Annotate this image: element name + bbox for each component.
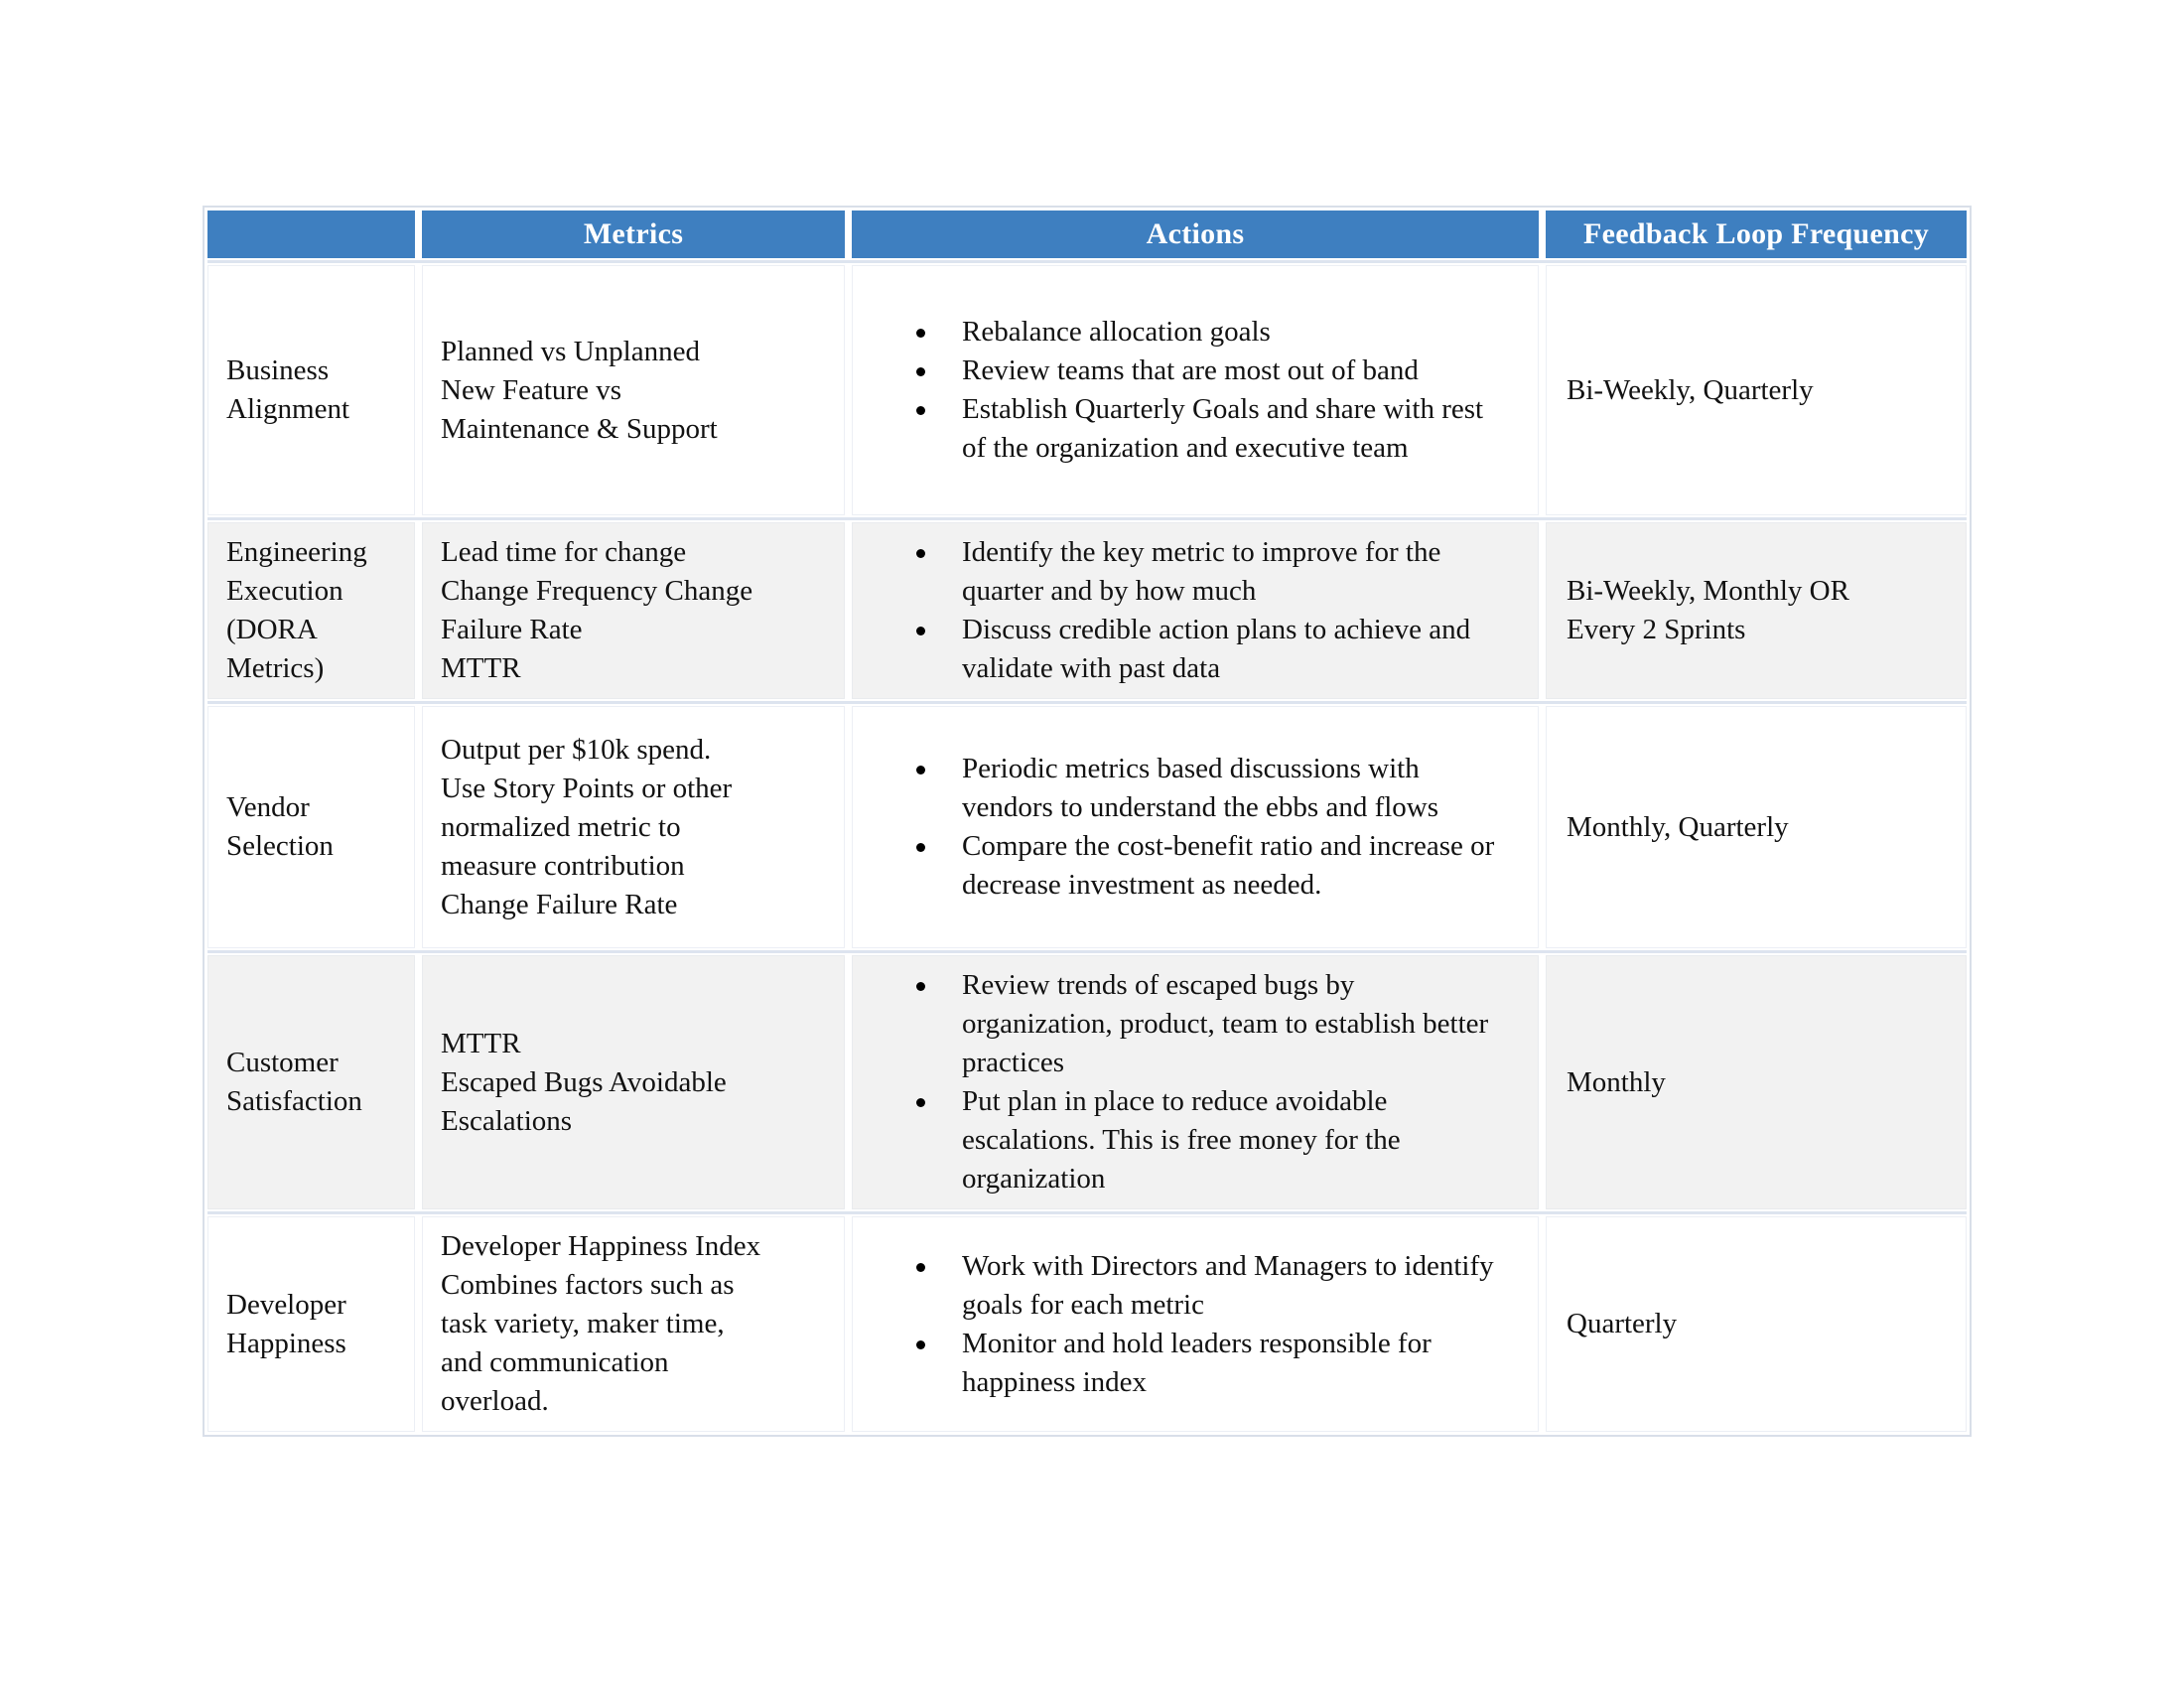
actions-list bbox=[871, 966, 1498, 1198]
header-cell-category bbox=[207, 211, 415, 258]
row-divider bbox=[207, 1209, 1967, 1216]
header-cell-metrics: Metrics bbox=[422, 211, 845, 258]
action-item: Review teams that are most out of band bbox=[871, 352, 1498, 390]
metrics-line: New Feature vs bbox=[441, 373, 622, 406]
frequency-cell bbox=[1546, 706, 1967, 948]
metrics-line: Maintenance & Support bbox=[441, 412, 718, 445]
metrics-line: measure contribution bbox=[441, 849, 685, 882]
actions-cell bbox=[852, 522, 1539, 699]
table-row-developer-happiness bbox=[207, 1216, 1967, 1432]
frequency-line: Monthly bbox=[1567, 1065, 1666, 1098]
category-cell: Customer Satisfaction bbox=[207, 955, 415, 1209]
metrics-cell bbox=[422, 522, 845, 699]
metrics-line: Change Failure Rate bbox=[441, 888, 678, 920]
metrics-line: Developer Happiness Index bbox=[441, 1230, 761, 1262]
action-item: Rebalance allocation goals bbox=[871, 313, 1498, 352]
actions-list bbox=[871, 533, 1498, 688]
row-divider bbox=[207, 948, 1967, 955]
row-divider bbox=[207, 699, 1967, 706]
action-item: Put plan in place to reduce avoidable escalations. This is free money for the organization bbox=[871, 1082, 1498, 1198]
actions-list bbox=[871, 1247, 1498, 1402]
metrics-cell bbox=[422, 706, 845, 948]
action-item: Identify the key metric to improve for the quarter and by how much bbox=[871, 533, 1498, 611]
header-cell-actions: Actions bbox=[852, 211, 1539, 258]
actions-cell bbox=[852, 265, 1539, 515]
action-item: Periodic metrics based discussions with vendors to understand the ebbs and flows bbox=[871, 750, 1498, 827]
actions-list bbox=[871, 313, 1498, 468]
metrics-line: Output per $10k spend. bbox=[441, 733, 712, 766]
row-divider bbox=[207, 258, 1967, 265]
metrics-line: Combines factors such as bbox=[441, 1269, 735, 1301]
action-item: Discuss credible action plans to achieve and validate with past data bbox=[871, 611, 1498, 688]
actions-list bbox=[871, 750, 1498, 905]
action-item: Compare the cost-benefit ratio and increase or decrease investment as needed. bbox=[871, 827, 1498, 905]
frequency-cell bbox=[1546, 1216, 1967, 1432]
category-cell: Vendor Selection bbox=[207, 706, 415, 948]
actions-cell bbox=[852, 955, 1539, 1209]
frequency-cell bbox=[1546, 955, 1967, 1209]
action-item: Work with Directors and Managers to identify goals for each metric bbox=[871, 1247, 1498, 1325]
metrics-line: Use Story Points or other bbox=[441, 772, 733, 804]
actions-cell bbox=[852, 706, 1539, 948]
metrics-line: task variety, maker time, bbox=[441, 1308, 725, 1339]
action-item: Review trends of escaped bugs by organization, product, team to establish better practices bbox=[871, 966, 1498, 1082]
frequency-line: Bi-Weekly, Monthly OR bbox=[1567, 575, 1849, 607]
metrics-cell bbox=[422, 955, 845, 1209]
metrics-line: normalized metric to bbox=[441, 810, 681, 843]
frequency-line: Every 2 Sprints bbox=[1567, 614, 1746, 645]
action-item: Establish Quarterly Goals and share with rest of the organization and executive team bbox=[871, 390, 1498, 468]
category-cell: Business Alignment bbox=[207, 265, 415, 515]
frequency-cell bbox=[1546, 522, 1967, 699]
metrics-line: Change Frequency Change bbox=[441, 575, 753, 607]
frequency-line: Monthly, Quarterly bbox=[1567, 810, 1789, 843]
metrics-line: overload. bbox=[441, 1385, 549, 1417]
action-item: Monitor and hold leaders responsible for happiness index bbox=[871, 1325, 1498, 1402]
metrics-line: Escalations bbox=[441, 1104, 573, 1137]
metrics-line: Lead time for change bbox=[441, 536, 687, 568]
frequency-line: Quarterly bbox=[1567, 1308, 1678, 1339]
table-row-engineering-execution bbox=[207, 522, 1967, 699]
row-divider bbox=[207, 515, 1967, 522]
category-cell: Developer Happiness bbox=[207, 1216, 415, 1432]
table-header-row bbox=[207, 211, 1967, 258]
metrics-line: MTTR bbox=[441, 1027, 521, 1059]
metrics-line: Escaped Bugs Avoidable bbox=[441, 1065, 727, 1098]
frequency-line: Bi-Weekly, Quarterly bbox=[1567, 373, 1814, 406]
table-row-business-alignment bbox=[207, 265, 1967, 515]
actions-cell bbox=[852, 1216, 1539, 1432]
metrics-line: and communication bbox=[441, 1346, 669, 1378]
metrics-line: MTTR bbox=[441, 652, 521, 684]
header-cell-frequency: Feedback Loop Frequency bbox=[1546, 211, 1967, 258]
table-row-customer-satisfaction bbox=[207, 955, 1967, 1209]
frequency-cell bbox=[1546, 265, 1967, 515]
category-cell: Engineering Execution (DORA Metrics) bbox=[207, 522, 415, 699]
metrics-line: Failure Rate bbox=[441, 614, 583, 645]
metrics-line: Planned vs Unplanned bbox=[441, 335, 700, 367]
metrics-cell bbox=[422, 1216, 845, 1432]
metrics-cell bbox=[422, 265, 845, 515]
table-row-vendor-selection bbox=[207, 706, 1967, 948]
metrics-feedback-table bbox=[203, 206, 1972, 1437]
